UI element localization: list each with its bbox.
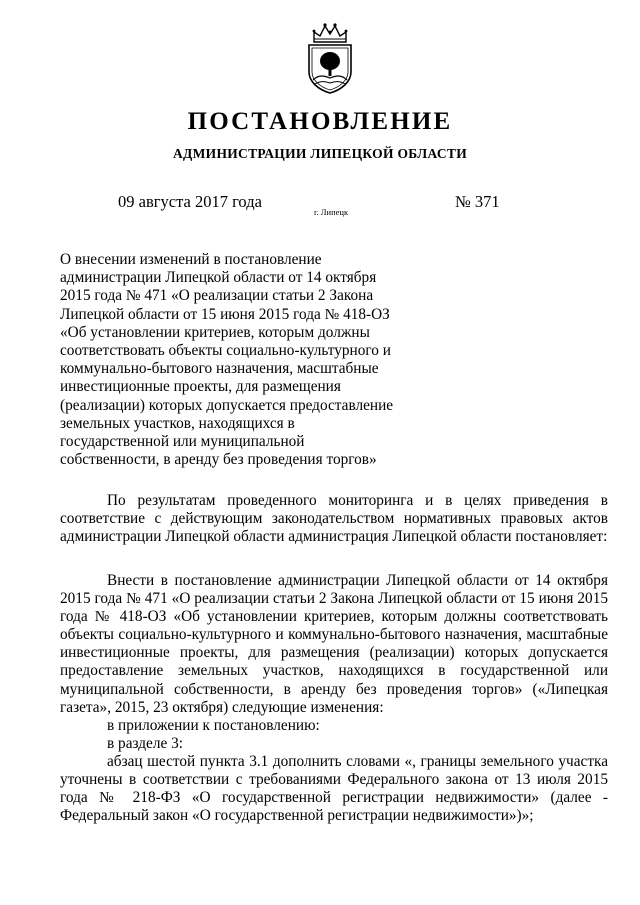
amendment-paragraph: абзац шестой пункта 3.1 дополнить словами «, границы земельного участка уточнены в соответствии с требованиями Федерального закона от 13 июля 2015 года № 218-ФЗ «О государственной регистрации недвижимости» (далее - Федеральный закон «О государственной регистрации недвижимости»)»;	[60, 752, 608, 825]
subject-line: (реализации) которых допускается предоставление	[60, 396, 394, 414]
subject-line: собственности, в аренду без проведения торгов»	[60, 451, 377, 469]
document-city: г. Липецк	[314, 207, 349, 217]
subject-line: «Об установлении критериев, которым должны	[60, 323, 370, 341]
subject-line: государственной или муниципальной	[60, 433, 305, 451]
document-title: ПОСТАНОВЛЕНИЕ	[187, 108, 453, 135]
document-number: № 371	[455, 192, 500, 211]
subject-line: О внесении изменений в постановление	[60, 251, 322, 268]
preamble-paragraph: По результатам проведенного мониторинга и в целях приведения в соответствие с действующим законодательством нормативных правовых актов администрации Липецкой области администрация Липецкой области постановляет:	[60, 492, 608, 546]
subject-line: Липецкой области от 15 июня 2015 года № 418-ОЗ	[60, 305, 390, 323]
document-date: 09 августа 2017 года	[118, 192, 262, 211]
resolution-body	[60, 572, 608, 825]
subject-line: соответствовать объекты социально-культурного и	[60, 342, 391, 360]
section-item: в разделе 3:	[107, 734, 183, 752]
document-subtitle: АДМИНИСТРАЦИИ ЛИПЕЦКОЙ ОБЛАСТИ	[172, 146, 468, 161]
subject-line: инвестиционные проекты, для размещения	[60, 378, 341, 396]
main-paragraph: Внести в постановление администрации Липецкой области от 14 октября 2015 года № 471 «О реализации статьи 2 Закона Липецкой области от 15 июня 2015 года № 418-ОЗ «Об установлении критериев, которым должны соответствовать объекты социально-культурного и коммунально-бытового назначения, масштабные инвестиционные проекты, для размещения (реализации) которых допускается предоставление земельных участков, находящихся в государственной или муниципальной собственности, в аренду без проведения торгов» («Липецкая газета», 2015, 23 октября) следующие изменения:	[60, 572, 608, 716]
subject-line: администрации Липецкой области от 14 октября	[60, 269, 377, 287]
coat-of-arms-icon	[303, 20, 357, 96]
subject-line: коммунально-бытового назначения, масштабные	[60, 360, 379, 378]
subject-line: земельных участков, находящихся в	[60, 414, 295, 432]
subject-line: 2015 года № 471 «О реализации статьи 2 Закона	[60, 287, 374, 305]
appendix-item: в приложении к постановлению:	[107, 716, 320, 734]
document-subject	[60, 251, 405, 469]
